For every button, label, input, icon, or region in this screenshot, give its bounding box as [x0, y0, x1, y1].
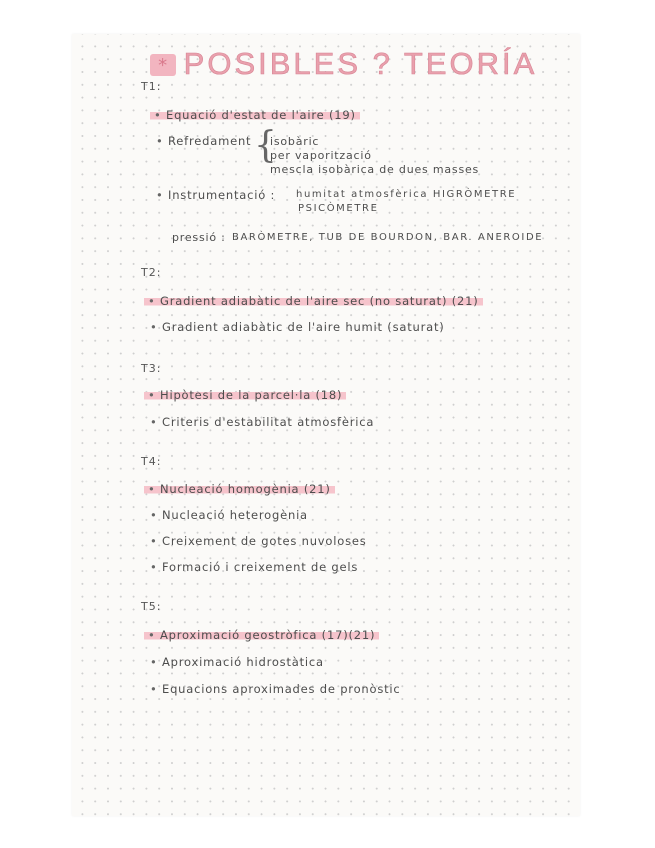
page-title [0, 46, 655, 82]
section-t2-label: T2: [141, 266, 162, 279]
section-t1-label: T1: [141, 80, 162, 93]
section-t3-label: T3: [141, 362, 162, 375]
t1-pressio-label: pressió : [172, 231, 226, 244]
t1-pressio-value: BARÒMETRE, TUB DE BOURDON, BAR. ANEROIDE [232, 232, 544, 243]
t1-item-instrumentacio: • Instrumentació : [156, 188, 276, 202]
t1-instr-a: humitat atmosfèrica HIGRÒMETRE [296, 189, 517, 200]
t1-instr-b: PSICÒMETRE [298, 203, 379, 214]
section-t5-label: T5: [141, 600, 162, 613]
t1-ref-sub-2: per vaporització [270, 149, 372, 162]
t2-item-b: • Gradient adiabàtic de l'aire humit (saturat) [150, 320, 445, 334]
t1-ref-sub-3: mescla isobàrica de dues masses [270, 163, 480, 176]
brace: { [254, 125, 277, 166]
t5-item-c: • Equacions aproximades de pronòstic [150, 682, 401, 696]
t1-item-equacio: • Equació d'estat de l'aire (19) [156, 108, 360, 122]
t3-item-b: • Criteris d'estabilitat atmosfèrica [150, 415, 375, 429]
t4-item-d: • Formació i creixement de gels [150, 560, 359, 574]
star-icon: * [150, 54, 176, 76]
t1-item-refredament: • Refredament [156, 134, 252, 148]
t2-item-a: • Gradient adiabàtic de l'aire sec (no saturat) (21) [150, 294, 483, 308]
t4-item-c: • Creixement de gotes nuvoloses [150, 534, 367, 548]
t5-item-b: • Aproximació hidrostàtica [150, 655, 324, 669]
t4-item-b: • Nucleació heterogènia [150, 508, 308, 522]
t5-item-a: • Aproximació geostròfica (17)(21) [150, 628, 379, 642]
t3-item-a: • Hipòtesi de la parcel·la (18) [150, 388, 346, 402]
t1-ref-sub-1: isobàric [270, 135, 320, 148]
t4-item-a: • Nucleació homogènia (21) [150, 482, 335, 496]
section-t4-label: T4: [141, 455, 162, 468]
title-text: POSIBLES ? TEORÍA [183, 46, 538, 81]
